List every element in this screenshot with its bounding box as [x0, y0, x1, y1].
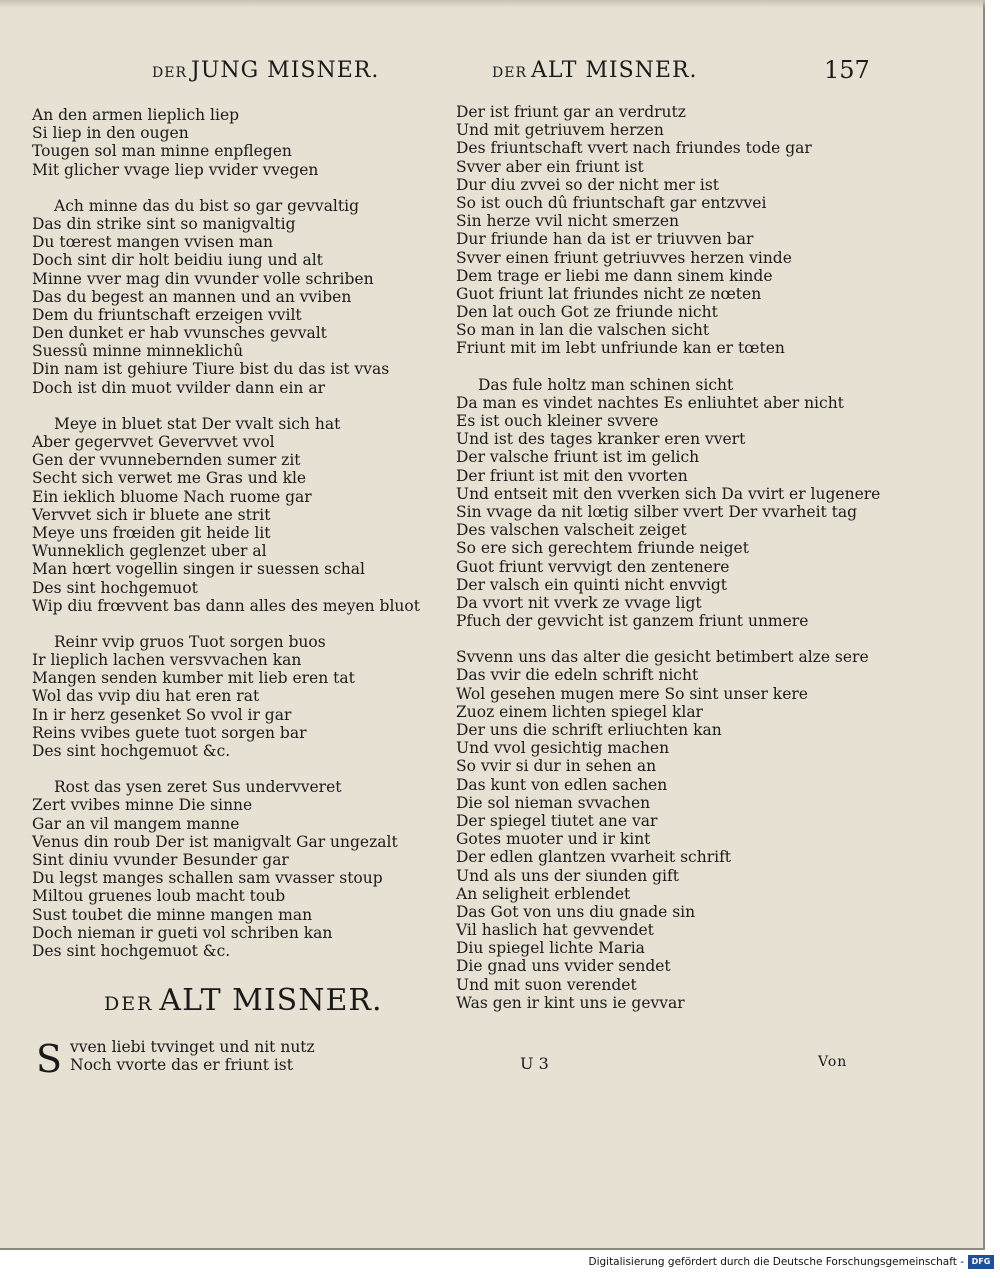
verse-line: Ein ieklich bluome Nach ruome gar: [32, 487, 312, 506]
verse-line: Das Got von uns diu gnade sin: [456, 902, 696, 921]
verse-line: Gotes muoter und ir kint: [456, 830, 651, 849]
verse-line: Guot friunt lat friundes nicht ze nœten: [456, 284, 762, 303]
stanza: [456, 376, 896, 631]
verse-line: Venus din roub Der ist manigvalt Gar ungezalt: [32, 832, 398, 851]
verse-line: Der valsch ein quinti nicht envvigt: [456, 575, 727, 594]
verse-line: Des valschen valscheit zeiget: [456, 521, 687, 540]
verse-line: An seligheit erblendet: [456, 884, 631, 903]
page-top-shadow: [0, 0, 985, 8]
verse-line: Und vvol gesichtig machen: [456, 739, 670, 758]
verse-line: Meye uns frœiden git heide lit: [32, 523, 271, 542]
verse-line: Des friuntschaft vvert nach friundes tode gar: [456, 139, 812, 158]
page-number: 157: [824, 56, 870, 84]
verse-line: Wol das vvip diu hat eren rat: [32, 687, 260, 706]
drop-capital: S: [36, 1037, 63, 1081]
verse-line: Das du begest an mannen und an vviben: [32, 287, 352, 306]
verse-line: Dur diu zvvei so der nicht mer ist: [456, 175, 720, 194]
verse-line: So ist ouch dû friuntschaft gar entzvvei: [456, 193, 767, 212]
verse-line: Dem trage er liebi me dann sinem kinde: [456, 266, 773, 285]
verse-line: Des sint hochgemuot &c.: [32, 941, 231, 960]
verse-line: In ir herz gesenket So vvol ir gar: [32, 705, 292, 724]
verse-line: Der edlen glantzen vvarheit schrift: [456, 848, 732, 867]
digitization-footer: [0, 1250, 1000, 1278]
verse-line: An den armen lieplich liep: [32, 106, 240, 124]
verse-line: Gar an vil mangem manne: [32, 814, 240, 833]
verse-line: Der spiegel tiutet ane var: [456, 811, 658, 830]
funding-notice: Digitalisierung gefördert durch die Deutsche Forschungsgemeinschaft -: [588, 1256, 964, 1268]
verse-line: Wip diu frœvvent bas dann alles des meyen bluot: [32, 596, 420, 615]
verse-line: Dem du friuntschaft erzeigen vvilt: [32, 305, 302, 324]
left-column-text: [32, 106, 452, 978]
verse-line: Suessû minne minneklichû: [32, 342, 244, 361]
verse-line: Man hœrt vogellin singen ir suessen schal: [32, 560, 365, 579]
verse-line: Der valsche friunt ist im gelich: [456, 448, 700, 467]
verse-line: Der ist friunt gar an verdrutz: [456, 103, 686, 121]
running-header: [0, 54, 985, 90]
verse-line: Reinr vvip gruos Tuot sorgen buos: [54, 632, 326, 651]
verse-line: Aber gegervvet Gevervvet vvol: [32, 433, 275, 451]
signature-mark: U 3: [520, 1054, 549, 1073]
verse-line: Das vvir die edeln schrift nicht: [456, 666, 699, 685]
verse-line: So man in lan die valschen sicht: [456, 321, 710, 340]
section-opening-verse: [36, 1037, 456, 1081]
verse-line: Des sint hochgemuot &c.: [32, 742, 231, 760]
stanza: [456, 103, 896, 358]
verse-line: Was gen ir kint uns ie gevvar: [456, 993, 685, 1012]
verse-line: Die sol nieman svvachen: [456, 793, 651, 812]
verse-line: Mit glicher vvage liep vvider vvegen: [32, 160, 319, 179]
verse-line: Guot friunt vervvigt den zentenere: [456, 557, 730, 576]
verse-line: Doch nieman ir gueti vol schriben kan: [32, 923, 333, 942]
verse-line: Noch vvorte das er friunt ist: [70, 1056, 293, 1075]
verse-line: Ach minne das du bist so gar gevvaltig: [54, 196, 359, 215]
verse-line: Diu spiegel lichte Maria: [456, 939, 645, 958]
verse-line: Dur friunde han da ist er triuvven bar: [456, 230, 754, 249]
verse-line: Du legst manges schallen sam vvasser stoup: [32, 869, 383, 888]
verse-line: Svver aber ein friunt ist: [456, 157, 644, 176]
right-column-text: [456, 103, 896, 1030]
header-right-title: DER ALT MISNER.: [492, 58, 698, 83]
verse-line: Wunneklich geglenzet uber al: [32, 542, 267, 561]
verse-line: Svvenn uns das alter die gesicht betimbert alze sere: [456, 648, 869, 667]
verse-line: Das kunt von edlen sachen: [456, 775, 668, 794]
verse-line: Doch ist din muot vvilder dann ein ar: [32, 378, 325, 397]
verse-line: Minne vver mag din vvunder volle schriben: [32, 269, 374, 288]
verse-line: Sint diniu vvunder Besunder gar: [32, 850, 289, 869]
stanza: [32, 197, 452, 397]
verse-line: Vervvet sich ir bluete ane strit: [32, 505, 271, 524]
verse-line: Und als uns der siunden gift: [456, 866, 679, 885]
verse-line: Der uns die schrift erliuchten kan: [456, 721, 722, 739]
verse-line: Und mit suon verendet: [456, 975, 637, 994]
verse-line: vven liebi tvvinget und nit nutz: [70, 1038, 315, 1056]
verse-line: Pfuch der gevvicht ist ganzem friunt unmere: [456, 612, 809, 631]
stanza: [32, 778, 452, 960]
stanza: [456, 648, 896, 1012]
stanza: [32, 415, 452, 615]
verse-line: Miltou gruenes loub macht toub: [32, 887, 286, 906]
verse-line: Das din strike sint so manigvaltig: [32, 214, 296, 233]
verse-line: Friunt mit im lebt unfriunde kan er tœten: [456, 339, 785, 358]
verse-line: Den dunket er hab vvunsches gevvalt: [32, 324, 327, 343]
stanza: [32, 106, 452, 179]
verse-line: Und entseit mit den vverken sich Da vvirt er lugenere: [456, 484, 881, 503]
verse-line: Secht sich verwet me Gras und kle: [32, 469, 307, 488]
verse-line: Doch sint dir holt beidiu iung und alt: [32, 251, 323, 270]
verse-line: Sin vvage da nit lœtig silber vvert Der vvarheit tag: [456, 502, 858, 521]
verse-line: So ere sich gerechtem friunde neiget: [456, 539, 749, 558]
verse-line: Si liep in den ougen: [32, 124, 189, 143]
verse-line: Zert vvibes minne Die sinne: [32, 796, 253, 815]
verse-line: Tougen sol man minne enpflegen: [32, 142, 292, 161]
verse-line: Zuoz einem lichten spiegel klar: [456, 702, 703, 721]
catchword: Von: [818, 1054, 848, 1070]
verse-line: Den lat ouch Got ze friunde nicht: [456, 303, 718, 322]
verse-line: Ir lieplich lachen versvvachen kan: [32, 651, 302, 670]
verse-line: Sin herze vvil nicht smerzen: [456, 212, 679, 231]
verse-line: Sust toubet die minne mangen man: [32, 905, 313, 924]
verse-line: Da vvort nit vverk ze vvage ligt: [456, 593, 702, 612]
header-left-title: DER JUNG MISNER.: [152, 58, 380, 83]
verse-line: Und ist des tages kranker eren vvert: [456, 430, 746, 449]
verse-line: Rost das ysen zeret Sus undervveret: [54, 778, 342, 797]
verse-line: Des sint hochgemuot: [32, 578, 198, 597]
verse-line: Meye in bluet stat Der vvalt sich hat: [54, 414, 341, 433]
verse-line: Da man es vindet nachtes Es enliuhtet aber nicht: [456, 393, 844, 412]
verse-line: Das fule holtz man schinen sicht: [478, 375, 734, 394]
verse-line: Din nam ist gehiure Tiure bist du das ist vvas: [32, 360, 390, 379]
verse-line: Die gnad uns vvider sendet: [456, 957, 671, 976]
verse-line: Du tœrest mangen vvisen man: [32, 233, 273, 252]
verse-line: So vvir si dur in sehen an: [456, 757, 657, 776]
verse-line: Gen der vvunnebernden sumer zit: [32, 451, 301, 470]
verse-line: Reins vvibes guete tuot sorgen bar: [32, 723, 307, 742]
verse-line: Mangen senden kumber mit lieb eren tat: [32, 669, 355, 688]
verse-line: Svver einen friunt getriuvves herzen vinde: [456, 248, 792, 267]
verse-line: Und mit getriuvem herzen: [456, 121, 664, 140]
stanza: [32, 633, 452, 760]
verse-line: Wol gesehen mugen mere So sint unser kere: [456, 684, 808, 703]
verse-line: Der friunt ist mit den vvorten: [456, 466, 688, 485]
dfg-logo-icon: DFG: [968, 1255, 994, 1269]
verse-line: Es ist ouch kleiner svvere: [456, 412, 659, 430]
section-heading: DER ALT MISNER.: [104, 983, 383, 1018]
verse-line: Vil haslich hat gevvendet: [456, 921, 654, 940]
